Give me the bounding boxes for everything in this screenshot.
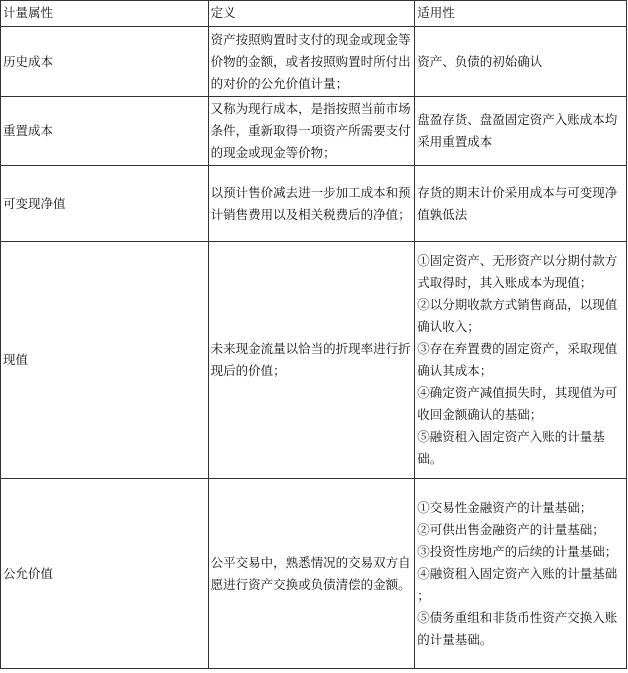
applicability-line: ⑤债务重组和非货币性资产交换入账的计量基础。	[417, 609, 618, 647]
applicability-line: ①固定资产、无形资产以分期付款方式取得时，其入账成本为现值；	[417, 253, 618, 290]
header-applicability: 适用性	[415, 1, 627, 27]
applicability-line: 盘盈存货、盘盈固定资产入账成本均采用重置成本	[417, 112, 618, 149]
header-definition: 定义	[208, 1, 415, 27]
applicability-line: ②以分期收款方式销售商品，以现值确认收入；	[417, 297, 618, 334]
table-row-replacement-cost	[1, 97, 627, 166]
applicability-line: 存货的期末计价采用成本与可变现净值孰低法	[417, 184, 618, 222]
applicability-cell	[415, 242, 627, 479]
attribute-cell: 历史成本	[1, 27, 209, 97]
applicability-line: ④确定资产减值损失时，其现值为可收回金额确认的基础；	[417, 385, 618, 422]
header-attribute: 计量属性	[1, 1, 209, 27]
attribute-cell: 重置成本	[1, 97, 209, 166]
definition-cell: 资产按照购置时支付的现金或现金等价物的金额，或者按照购置时所付出的对价的公允价值计量；	[208, 27, 415, 97]
table-row-present-value	[1, 242, 627, 479]
applicability-line: ①交易性金融资产的计量基础；	[417, 499, 593, 515]
applicability-cell	[415, 27, 627, 97]
table-row-historical-cost	[1, 27, 627, 97]
applicability-line: 资产、负债的初始确认	[417, 53, 543, 69]
attribute-cell: 现值	[1, 242, 209, 479]
definition-cell: 公平交易中，熟悉情况的交易双方自愿进行资产交换或负债清偿的金额。	[208, 479, 415, 669]
table-header-row	[1, 1, 627, 27]
definition-cell: 以预计售价减去进一步加工成本和预计销售费用以及相关税费后的净值；	[208, 166, 415, 242]
applicability-line: ⑤融资租入固定资产入账的计量基础。	[417, 429, 605, 466]
applicability-cell	[415, 166, 627, 242]
applicability-line: ③投资性房地产的后续的计量基础；	[417, 543, 618, 559]
applicability-line: ③存在弃置费的固定资产，采取现值确认其成本；	[417, 341, 618, 378]
attribute-cell: 可变现净值	[1, 166, 209, 242]
table-row-net-realizable-value	[1, 166, 627, 242]
applicability-cell	[415, 479, 627, 669]
definition-cell: 未来现金流量以恰当的折现率进行折现后的价值；	[208, 242, 415, 479]
applicability-line: ④融资租入固定资产入账的计量基础 ；	[417, 565, 618, 603]
applicability-line: ②可供出售金融资产的计量基础；	[417, 521, 605, 537]
definition-cell: 又称为现行成本，是指按照当前市场条件，重新取得一项资产所需要支付的现金或现金等价物；	[208, 97, 415, 166]
table-row-fair-value	[1, 479, 627, 669]
attribute-cell: 公允价值	[1, 479, 209, 669]
applicability-cell	[415, 97, 627, 166]
